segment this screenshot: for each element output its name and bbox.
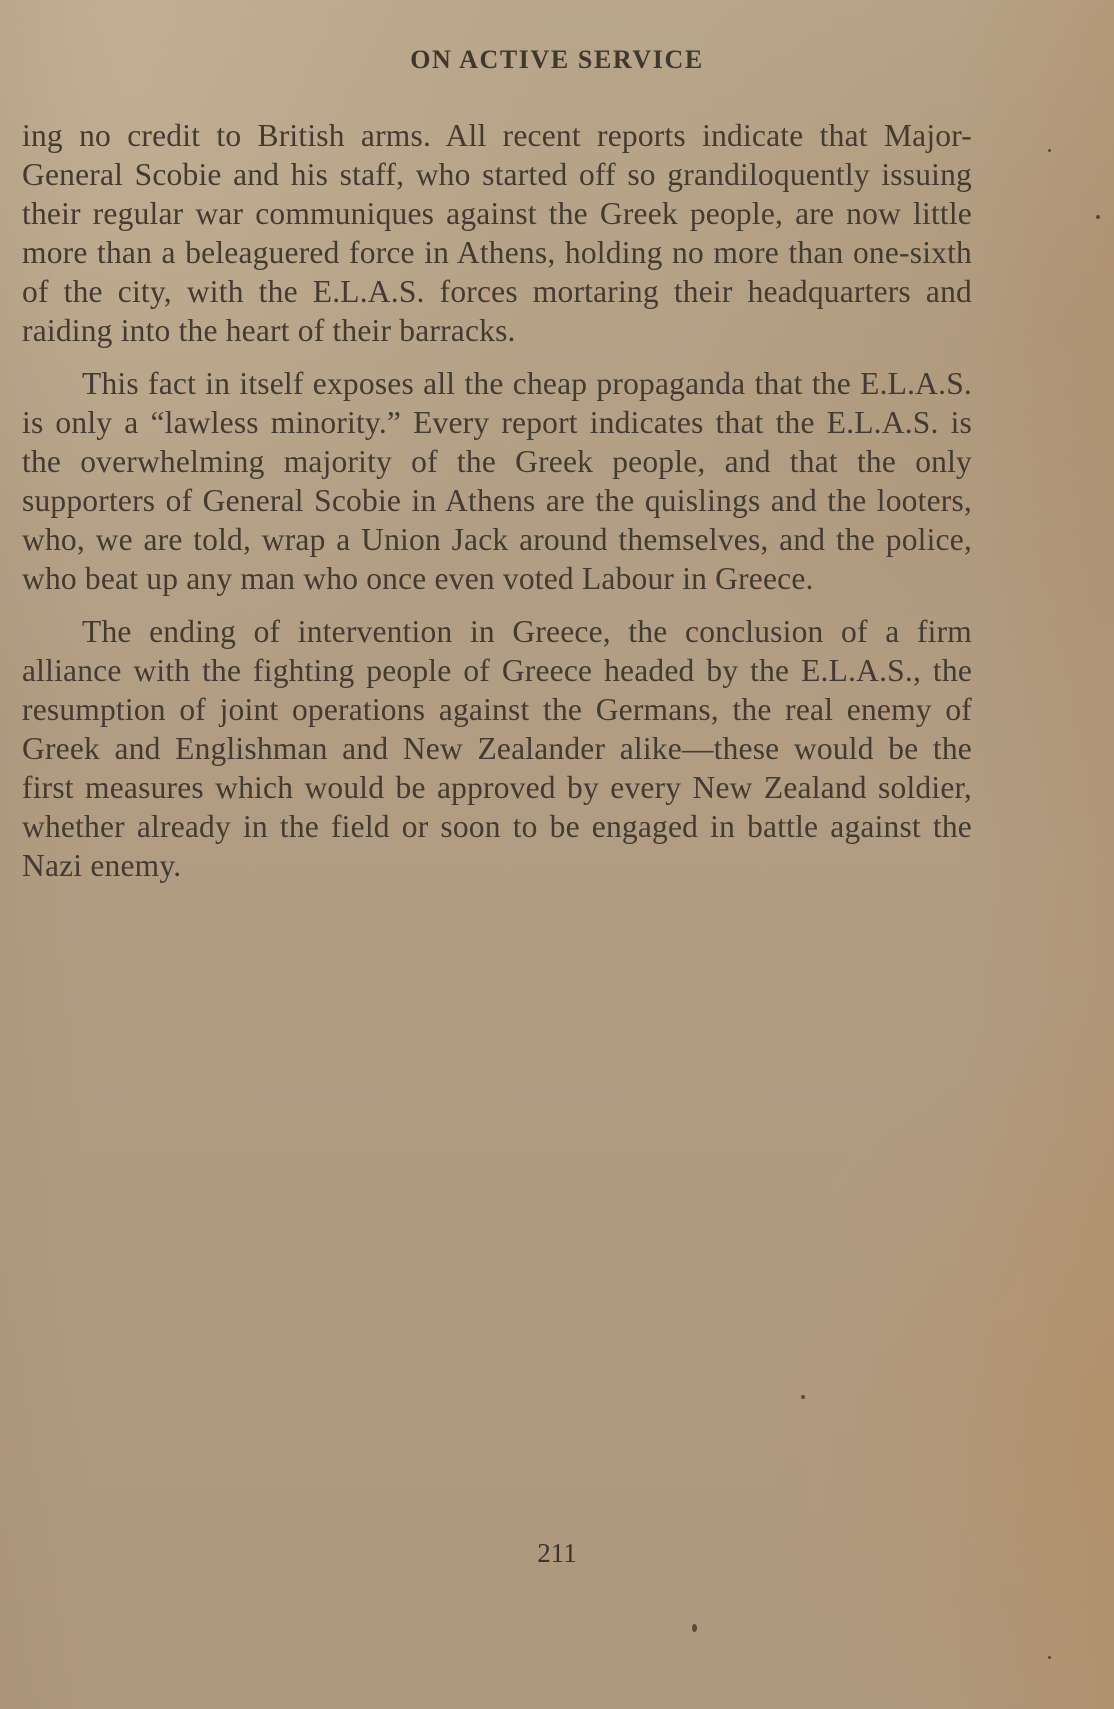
paper-spot bbox=[1048, 1656, 1051, 1659]
paper-spot bbox=[1096, 215, 1100, 219]
paper-spot bbox=[1048, 149, 1051, 152]
running-header: ON ACTIVE SERVICE bbox=[410, 45, 704, 74]
paragraph-3: The ending of intervention in Greece, the conclusion of a firm alliance with the fighting people of Greece headed by the E.L.A.S., the resumption of joint operations against the Germans, the real enemy of Greek and Englishman and New Zealander alike—these would be the first measures which would be approved by every New Zealand soldier, whether already in the field or soon to be engaged in battle against the Nazi enemy. bbox=[22, 614, 972, 883]
body-text bbox=[22, 116, 972, 885]
paper-spot bbox=[692, 1624, 697, 1632]
paragraph-1: ing no credit to British arms. All recent reports indicate that Major-General Scobie and his staff, who started off so grandiloquently issuing their regular war communiques against the Greek people, are now little more than a beleaguered force in Athens, holding no more than one-sixth of the city, with the E.L.A.S. forces mortaring their headquarters and raiding into the heart of their barracks. bbox=[22, 118, 972, 348]
paper-spot bbox=[801, 1395, 805, 1399]
paragraph-2: This fact in itself exposes all the cheap propaganda that the E.L.A.S. is only a “lawless minority.” Every report indicates that the E.L.A.S. is the overwhelming majority of the Greek people, and that the only supporters of General Scobie in Athens are the quislings and the looters, who, we are told, wrap a Union Jack around themselves, and the police, who beat up any man who once even voted Labour in Greece. bbox=[22, 366, 972, 596]
page-number: 211 bbox=[537, 1538, 577, 1568]
